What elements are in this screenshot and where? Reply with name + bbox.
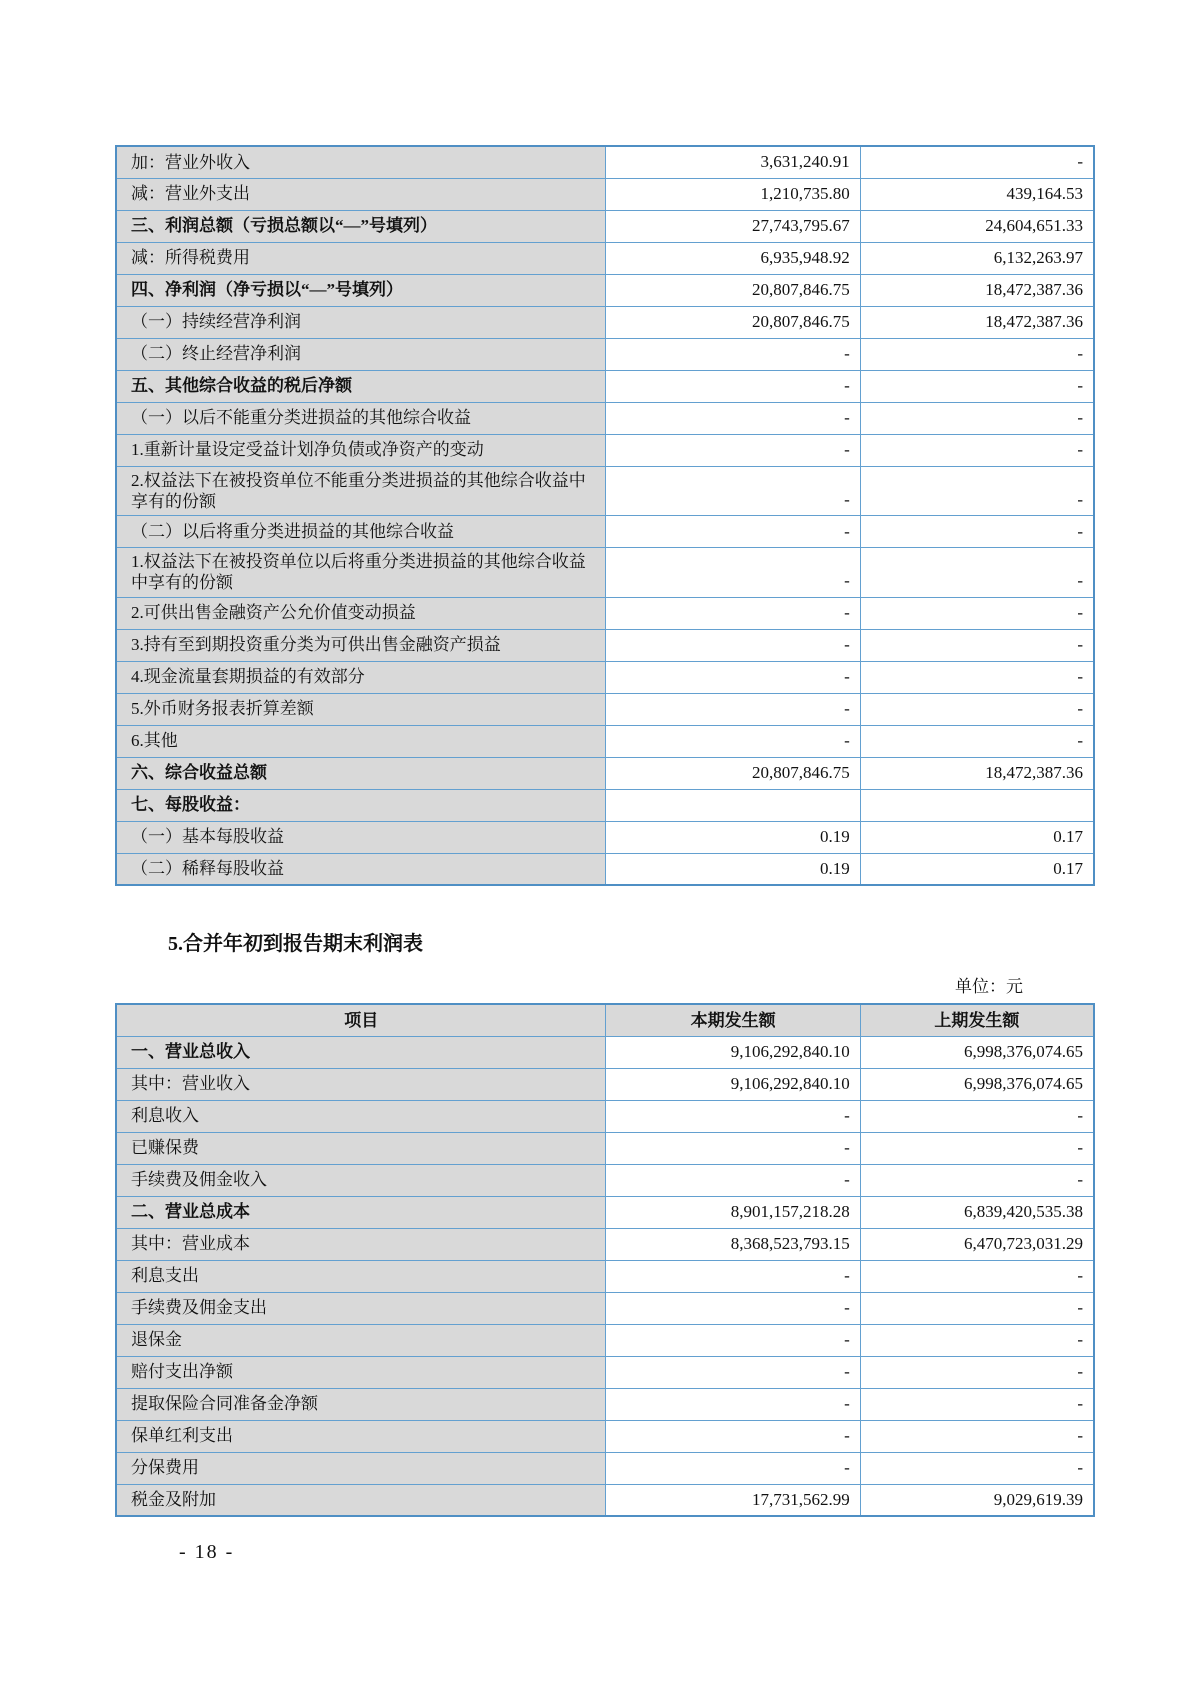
header-item: 项目 — [116, 1004, 606, 1036]
table-row — [116, 1388, 1094, 1420]
prior-period-value: - — [860, 629, 1094, 661]
prior-period-value: - — [860, 1292, 1094, 1324]
table-row — [116, 242, 1094, 274]
prior-period-value: - — [860, 370, 1094, 402]
row-label: 提取保险合同准备金净额 — [116, 1388, 606, 1420]
row-label: （二）终止经营净利润 — [116, 338, 606, 370]
current-period-value: 1,210,735.80 — [606, 178, 860, 210]
prior-period-value: - — [860, 1132, 1094, 1164]
current-period-value: - — [606, 370, 860, 402]
table-row — [116, 1356, 1094, 1388]
current-period-value: 9,106,292,840.10 — [606, 1068, 860, 1100]
prior-period-value: 9,029,619.39 — [860, 1484, 1094, 1516]
prior-period-value: - — [860, 725, 1094, 757]
table-row — [116, 1324, 1094, 1356]
table-row — [116, 338, 1094, 370]
row-label: 一、营业总收入 — [116, 1036, 606, 1068]
current-period-value: - — [606, 1324, 860, 1356]
table-row — [116, 306, 1094, 338]
table-row — [116, 370, 1094, 402]
current-period-value: - — [606, 516, 860, 548]
prior-period-value: - — [860, 146, 1094, 178]
prior-period-value — [860, 789, 1094, 821]
prior-period-value: 24,604,651.33 — [860, 210, 1094, 242]
table-row — [116, 1068, 1094, 1100]
table-row — [116, 853, 1094, 885]
prior-period-value: - — [860, 338, 1094, 370]
row-label: 减：所得税费用 — [116, 242, 606, 274]
table-row — [116, 434, 1094, 466]
table-row — [116, 1132, 1094, 1164]
row-label: 1.重新计量设定受益计划净负债或净资产的变动 — [116, 434, 606, 466]
current-period-value — [606, 789, 860, 821]
table-row — [116, 1452, 1094, 1484]
row-label: 5.外币财务报表折算差额 — [116, 693, 606, 725]
table-row — [116, 821, 1094, 853]
current-period-value: 8,368,523,793.15 — [606, 1228, 860, 1260]
current-period-value: - — [606, 1260, 860, 1292]
table-row — [116, 1228, 1094, 1260]
row-label: 赔付支出净额 — [116, 1356, 606, 1388]
current-period-value: 27,743,795.67 — [606, 210, 860, 242]
prior-period-value: - — [860, 1388, 1094, 1420]
current-period-value: - — [606, 466, 860, 516]
table-row — [116, 402, 1094, 434]
row-label: 五、其他综合收益的税后净额 — [116, 370, 606, 402]
current-period-value: - — [606, 725, 860, 757]
prior-period-value: - — [860, 466, 1094, 516]
table-row — [116, 1100, 1094, 1132]
current-period-value: - — [606, 548, 860, 598]
header-current-period: 本期发生额 — [606, 1004, 860, 1036]
table-row — [116, 789, 1094, 821]
row-label: （一）以后不能重分类进损益的其他综合收益 — [116, 402, 606, 434]
table-row — [116, 725, 1094, 757]
table-row — [116, 693, 1094, 725]
prior-period-value: 6,998,376,074.65 — [860, 1068, 1094, 1100]
current-period-value: 3,631,240.91 — [606, 146, 860, 178]
table-row — [116, 1292, 1094, 1324]
row-label: 六、综合收益总额 — [116, 757, 606, 789]
row-label: 6.其他 — [116, 725, 606, 757]
table-row — [116, 178, 1094, 210]
row-label: 利息支出 — [116, 1260, 606, 1292]
current-period-value: - — [606, 402, 860, 434]
row-label: 3.持有至到期投资重分类为可供出售金融资产损益 — [116, 629, 606, 661]
current-period-value: 20,807,846.75 — [606, 757, 860, 789]
table-row — [116, 146, 1094, 178]
prior-period-value: 18,472,387.36 — [860, 306, 1094, 338]
prior-period-value: 6,132,263.97 — [860, 242, 1094, 274]
current-period-value: - — [606, 1420, 860, 1452]
current-period-value: 20,807,846.75 — [606, 306, 860, 338]
prior-period-value: - — [860, 1452, 1094, 1484]
current-period-value: - — [606, 1452, 860, 1484]
prior-period-value: 18,472,387.36 — [860, 757, 1094, 789]
current-period-value: 0.19 — [606, 821, 860, 853]
row-label: 1.权益法下在被投资单位以后将重分类进损益的其他综合收益中享有的份额 — [116, 548, 606, 598]
prior-period-value: - — [860, 516, 1094, 548]
current-period-value: 17,731,562.99 — [606, 1484, 860, 1516]
prior-period-value: - — [860, 1356, 1094, 1388]
row-label: 加：营业外收入 — [116, 146, 606, 178]
row-label: 手续费及佣金收入 — [116, 1164, 606, 1196]
current-period-value: - — [606, 1356, 860, 1388]
current-period-value: - — [606, 1100, 860, 1132]
current-period-value: 0.19 — [606, 853, 860, 885]
row-label: 2.可供出售金融资产公允价值变动损益 — [116, 597, 606, 629]
income-statement-continued-table — [115, 145, 1095, 886]
current-period-value: - — [606, 1388, 860, 1420]
current-period-value: - — [606, 1164, 860, 1196]
ytd-income-statement-body — [116, 1036, 1094, 1516]
table-header — [116, 1004, 1094, 1036]
current-period-value: - — [606, 693, 860, 725]
table-row — [116, 516, 1094, 548]
section-title: 5.合并年初到报告期末利润表 — [168, 933, 423, 955]
prior-period-value: - — [860, 434, 1094, 466]
row-label: 税金及附加 — [116, 1484, 606, 1516]
row-label: 退保金 — [116, 1324, 606, 1356]
row-label: （二）稀释每股收益 — [116, 853, 606, 885]
table-row — [116, 466, 1094, 516]
table-row — [116, 210, 1094, 242]
prior-period-value: 0.17 — [860, 821, 1094, 853]
prior-period-value: 6,998,376,074.65 — [860, 1036, 1094, 1068]
table-row — [116, 1260, 1094, 1292]
current-period-value: 20,807,846.75 — [606, 274, 860, 306]
row-label: 4.现金流量套期损益的有效部分 — [116, 661, 606, 693]
page-number: - 18 - — [179, 1541, 235, 1563]
table-row — [116, 1420, 1094, 1452]
row-label: 2.权益法下在被投资单位不能重分类进损益的其他综合收益中享有的份额 — [116, 466, 606, 516]
row-label: 其中：营业成本 — [116, 1228, 606, 1260]
row-label: 其中：营业收入 — [116, 1068, 606, 1100]
table-row — [116, 548, 1094, 598]
prior-period-value: 0.17 — [860, 853, 1094, 885]
table-row — [116, 1036, 1094, 1068]
current-period-value: - — [606, 338, 860, 370]
prior-period-value: - — [860, 402, 1094, 434]
row-label: 四、净利润（净亏损以“—”号填列） — [116, 274, 606, 306]
current-period-value: - — [606, 661, 860, 693]
prior-period-value: - — [860, 1100, 1094, 1132]
row-label: 三、利润总额（亏损总额以“—”号填列） — [116, 210, 606, 242]
current-period-value: - — [606, 1132, 860, 1164]
row-label: 二、营业总成本 — [116, 1196, 606, 1228]
table-row — [116, 757, 1094, 789]
current-period-value: - — [606, 629, 860, 661]
row-label: 七、每股收益： — [116, 789, 606, 821]
prior-period-value: - — [860, 1164, 1094, 1196]
prior-period-value: 439,164.53 — [860, 178, 1094, 210]
current-period-value: 9,106,292,840.10 — [606, 1036, 860, 1068]
prior-period-value: - — [860, 597, 1094, 629]
table-row — [116, 274, 1094, 306]
row-label: 利息收入 — [116, 1100, 606, 1132]
prior-period-value: - — [860, 1420, 1094, 1452]
current-period-value: - — [606, 1292, 860, 1324]
row-label: 已赚保费 — [116, 1132, 606, 1164]
row-label: 手续费及佣金支出 — [116, 1292, 606, 1324]
prior-period-value: 18,472,387.36 — [860, 274, 1094, 306]
prior-period-value: - — [860, 1260, 1094, 1292]
row-label: （一）持续经营净利润 — [116, 306, 606, 338]
table-row — [116, 1164, 1094, 1196]
row-label: （一）基本每股收益 — [116, 821, 606, 853]
header-prior-period: 上期发生额 — [860, 1004, 1094, 1036]
row-label: 分保费用 — [116, 1452, 606, 1484]
current-period-value: 8,901,157,218.28 — [606, 1196, 860, 1228]
prior-period-value: 6,470,723,031.29 — [860, 1228, 1094, 1260]
prior-period-value: - — [860, 693, 1094, 725]
prior-period-value: - — [860, 661, 1094, 693]
header-row — [116, 1004, 1094, 1036]
table-row — [116, 1196, 1094, 1228]
unit-label: 单位：元 — [955, 977, 1023, 996]
row-label: 保单红利支出 — [116, 1420, 606, 1452]
current-period-value: - — [606, 597, 860, 629]
row-label: 减：营业外支出 — [116, 178, 606, 210]
income-statement-body — [116, 146, 1094, 885]
row-label: （二）以后将重分类进损益的其他综合收益 — [116, 516, 606, 548]
table-row — [116, 597, 1094, 629]
current-period-value: 6,935,948.92 — [606, 242, 860, 274]
prior-period-value: 6,839,420,535.38 — [860, 1196, 1094, 1228]
ytd-income-statement-table — [115, 1003, 1095, 1517]
prior-period-value: - — [860, 1324, 1094, 1356]
table-row — [116, 629, 1094, 661]
prior-period-value: - — [860, 548, 1094, 598]
table-row — [116, 661, 1094, 693]
table-row — [116, 1484, 1094, 1516]
current-period-value: - — [606, 434, 860, 466]
